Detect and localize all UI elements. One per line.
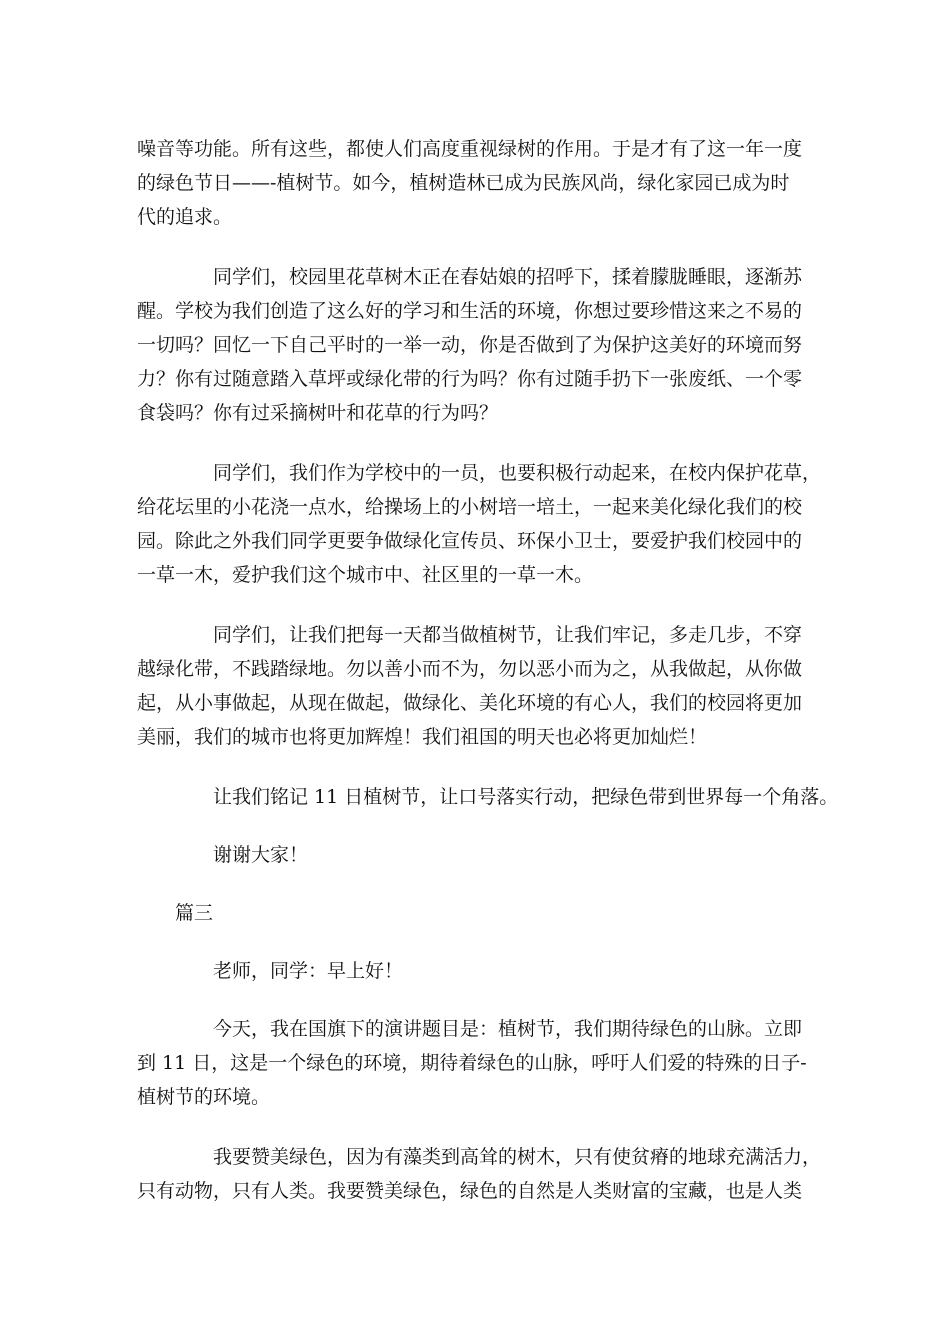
text-line: 同学们，我们作为学校中的一员，也要积极行动起来，在校内保护花草， <box>213 462 822 484</box>
text-line: 老师，同学：早上好！ <box>213 960 404 982</box>
text-line: 代的追求。 <box>137 206 233 228</box>
paragraph <box>137 260 827 430</box>
text-line: 噪音等功能。所有这些，都使人们高度重视绿树的作用。于是才有了这一年一度 <box>137 138 803 160</box>
text-line: 我要赞美绿色，因为有藻类到高耸的树木，只有使贫瘠的地球充满活力， <box>213 1146 822 1168</box>
text-line: 美丽，我们的城市也将更加辉煌！我们祖国的明天也必将更加灿烂！ <box>137 726 708 748</box>
text-line: 园。除此之外我们同学更要争做绿化宣传员、环保小卫士，要爱护我们校园中的 <box>137 530 803 552</box>
paragraph-continuation <box>137 132 827 234</box>
text-line: 一草一木，爱护我们这个城市中、社区里的一草一木。 <box>137 564 594 586</box>
text-line: 植树节的环境。 <box>137 1086 271 1108</box>
text-line: 给花坛里的小花浇一点水，给操场上的小树培一培土，一起来美化绿化我们的校 <box>137 496 803 518</box>
paragraph <box>137 618 827 754</box>
closing-line <box>137 838 827 872</box>
text-line: 醒。学校为我们创造了这么好的学习和生活的环境，你想过要珍惜这来之不易的 <box>137 300 803 322</box>
text-line: 同学们，校园里花草树木正在春姑娘的招呼下，揉着朦胧睡眼，逐渐苏 <box>213 266 803 288</box>
paragraph <box>137 780 839 814</box>
greeting-line <box>137 954 827 988</box>
text-line: 食袋吗？你有过采摘树叶和花草的行为吗？ <box>137 402 499 424</box>
text-line: 今天，我在国旗下的演讲题目是：植树节，我们期待绿色的山脉。立即 <box>213 1018 803 1040</box>
text-line: 只有动物，只有人类。我要赞美绿色，绿色的自然是人类财富的宝藏，也是人类 <box>137 1180 803 1202</box>
text-line: 同学们，让我们把每一天都当做植树节，让我们牢记，多走几步，不穿 <box>213 624 803 646</box>
text-line: 起，从小事做起，从现在做起，做绿化、美化环境的有心人，我们的校园将更加 <box>137 692 803 714</box>
text-line: 的绿色节日——-植树节。如今，植树造林已成为民族风尚，绿化家园已成为时 <box>137 172 790 194</box>
paragraph <box>137 1140 827 1208</box>
section-heading <box>137 896 827 930</box>
text-line: 让我们铭记 11 日植树节，让口号落实行动，把绿色带到世界每一个角落。 <box>213 786 839 808</box>
document-body <box>137 132 839 1234</box>
text-line: 力？你有过随意踏入草坪或绿化带的行为吗？你有过随手扔下一张废纸、一个零 <box>137 368 803 390</box>
text-line: 谢谢大家！ <box>213 844 309 866</box>
paragraph <box>137 1012 827 1114</box>
text-line: 到 11 日，这是一个绿色的环境，期待着绿色的山脉，呼吁人们爱的特殊的日子- <box>137 1052 807 1074</box>
text-line: 一切吗？回忆一下自己平时的一举一动，你是否做到了为保护这美好的环境而努 <box>137 334 803 356</box>
paragraph <box>137 456 827 592</box>
section-title: 篇三 <box>175 902 214 924</box>
text-line: 越绿化带，不践踏绿地。勿以善小而不为，勿以恶小而为之，从我做起，从你做 <box>137 658 803 680</box>
